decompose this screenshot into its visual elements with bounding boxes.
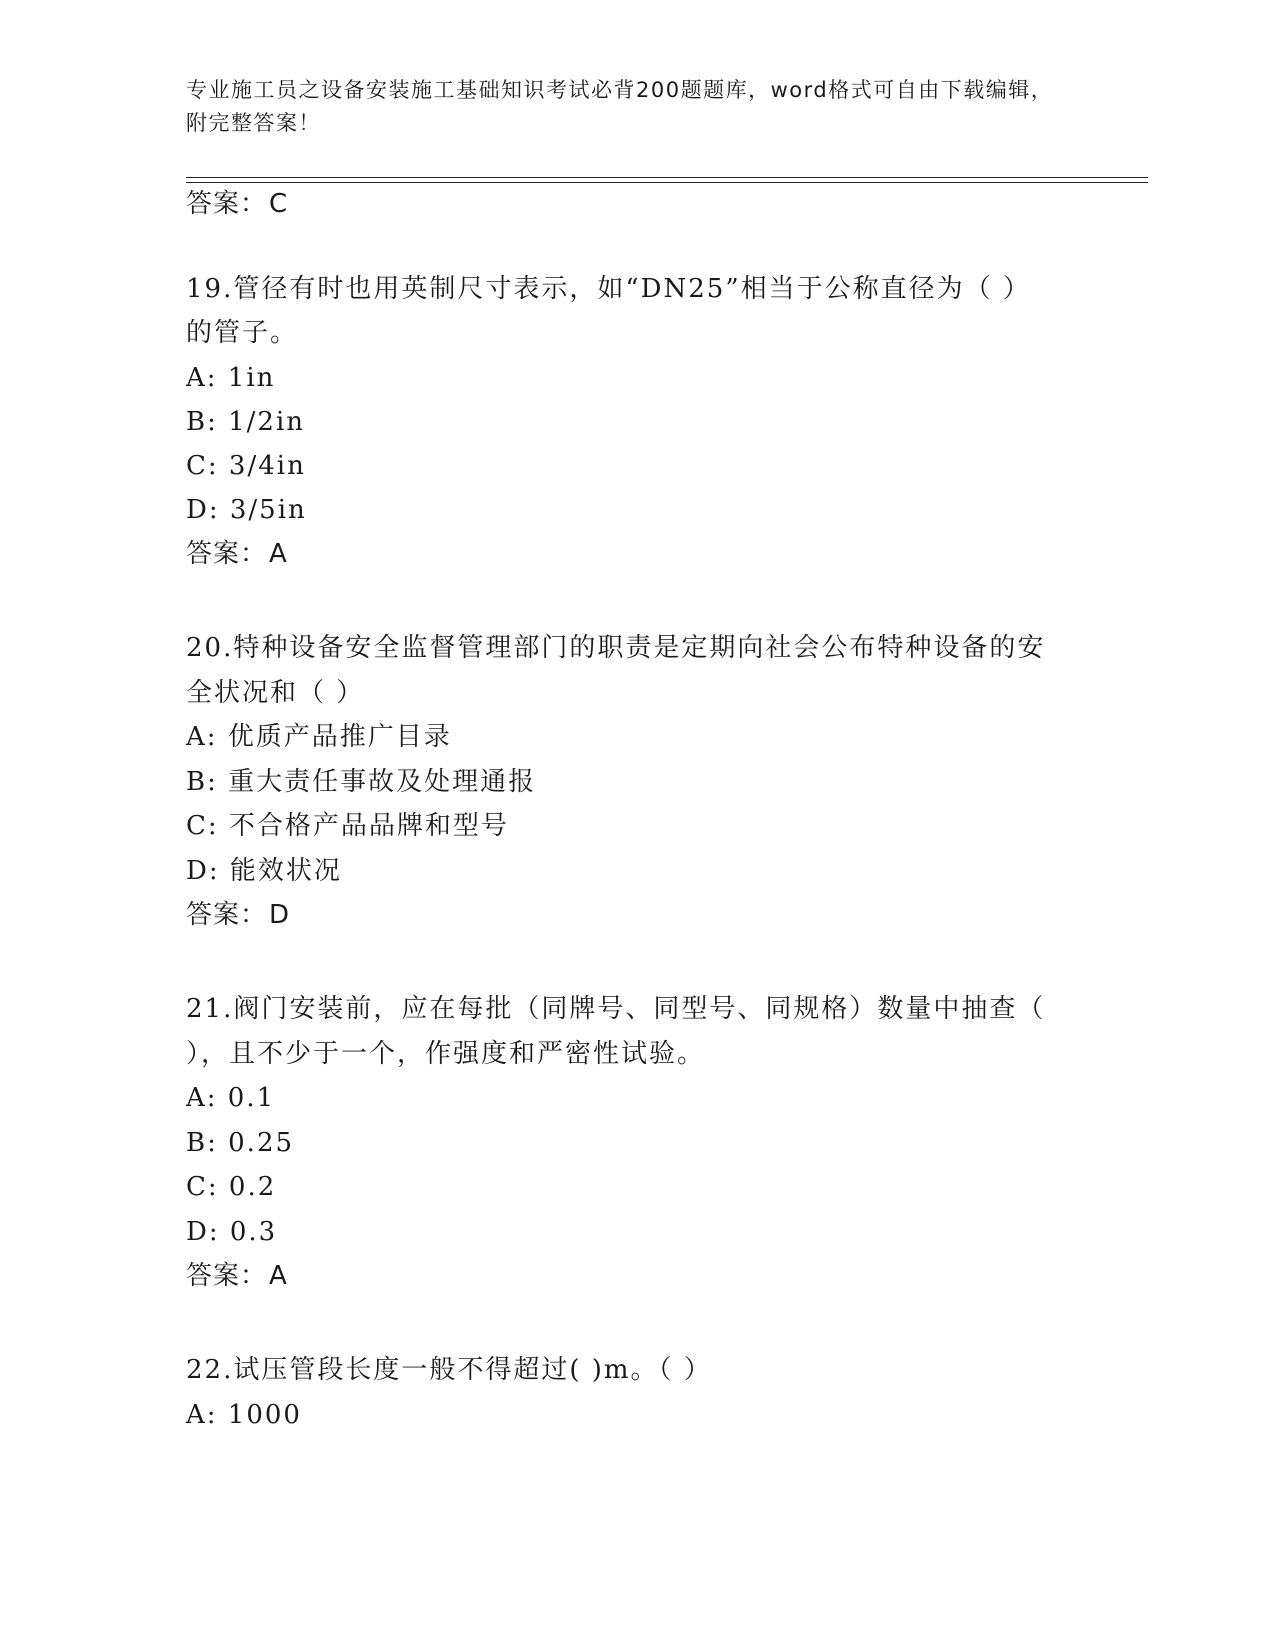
option-a: A: 0.1 xyxy=(186,1083,276,1113)
page-header xyxy=(186,74,1066,140)
answer-prefix: 答案： xyxy=(186,900,268,930)
option-a: A: 优质产品推广目录 xyxy=(186,722,452,752)
option-c: C: 不合格产品品牌和型号 xyxy=(186,811,509,841)
answer-prefix: 答案： xyxy=(186,1261,268,1291)
question-stem-continued: 全状况和（ ） xyxy=(186,678,365,708)
question-stem: 19.管径有时也用英制尺寸表示，如“DN25”相当于公称直径为（ ） xyxy=(186,274,1031,304)
option-d: D: 0.3 xyxy=(186,1217,278,1247)
option-a: A: 1in xyxy=(186,363,276,393)
answer-line xyxy=(186,899,290,931)
answer-value: D xyxy=(269,900,291,930)
answer-value: A xyxy=(269,1261,288,1291)
option-b: B: 1/2in xyxy=(186,407,306,437)
answer-line xyxy=(186,538,288,570)
option-d: D: 能效状况 xyxy=(186,856,342,886)
question-stem-continued: ），且不少于一个，作强度和严密性试验。 xyxy=(186,1039,706,1069)
answer-prefix: 答案： xyxy=(186,189,268,219)
option-d: D: 3/5in xyxy=(186,495,307,525)
answer-prefix: 答案： xyxy=(186,539,268,569)
answer-value: A xyxy=(269,539,288,569)
question-stem: 20.特种设备安全监督管理部门的职责是定期向社会公布特种设备的安 xyxy=(186,633,1046,663)
header-divider-double xyxy=(186,182,1148,183)
answer-line xyxy=(186,1260,288,1292)
option-b: B: 0.25 xyxy=(186,1128,295,1158)
question-stem: 22.试压管段长度一般不得超过( )m。（ ） xyxy=(186,1355,712,1385)
answer-value: C xyxy=(269,189,289,219)
option-c: C: 3/4in xyxy=(186,451,306,481)
question-stem-continued: 的管子。 xyxy=(186,318,299,348)
answer-line xyxy=(186,188,288,220)
option-b: B: 重大责任事故及处理通报 xyxy=(186,767,537,797)
header-text: 专业施工员之设备安装施工基础知识考试必背200题题库，word格式可自由下载编辑，附完整答案！ xyxy=(186,78,1054,135)
option-a: A: 1000 xyxy=(186,1400,302,1430)
header-divider xyxy=(186,177,1148,178)
option-c: C: 0.2 xyxy=(186,1172,277,1202)
question-stem: 21.阀门安装前，应在每批（同牌号、同型号、同规格）数量中抽查（ xyxy=(186,994,1046,1024)
